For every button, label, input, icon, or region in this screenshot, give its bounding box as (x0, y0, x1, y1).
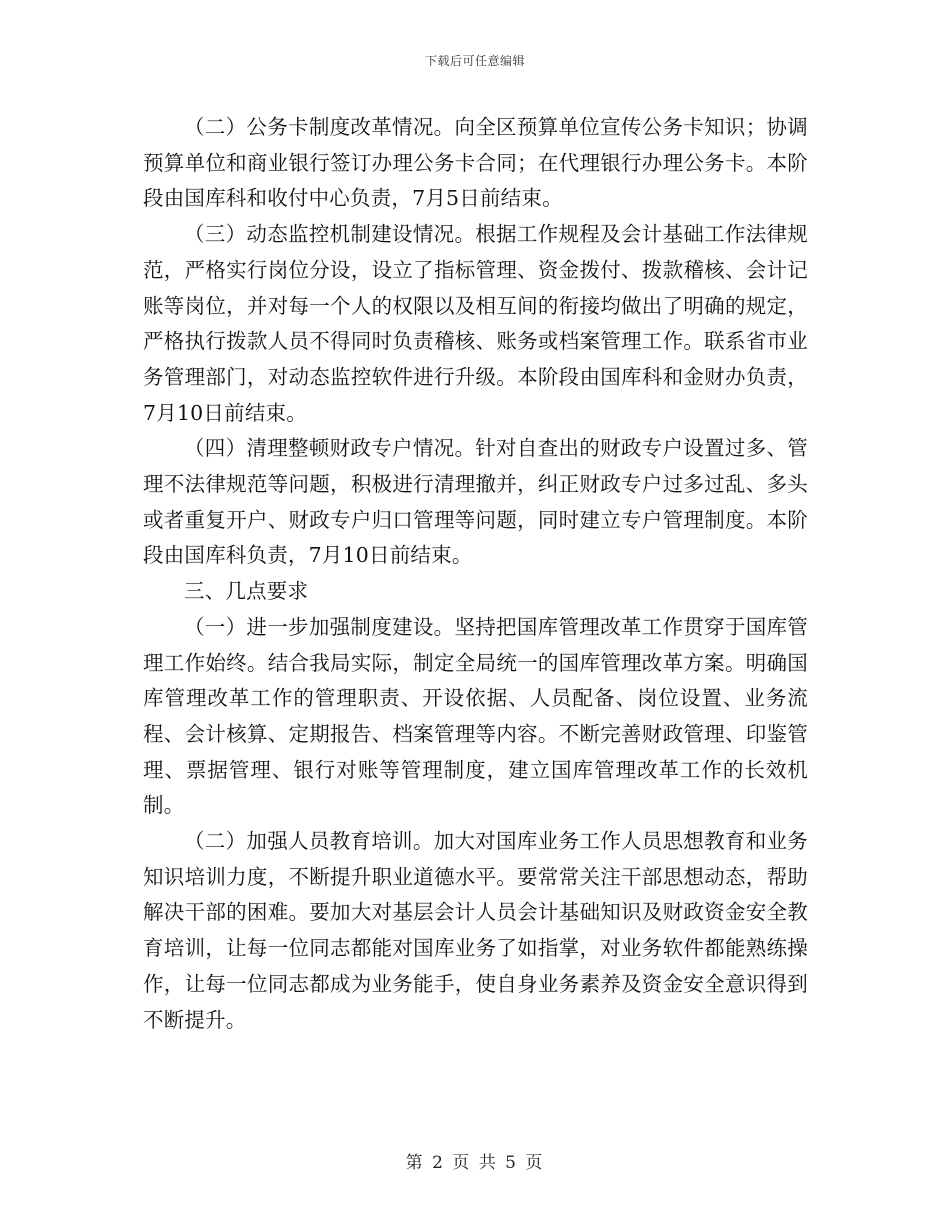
paragraph-staff-training: （二）加强人员教育培训。加大对国库业务工作人员思想教育和业务知识培训力度，不断提升职业道德水平。要常常关注干部思想动态，帮助解决干部的困难。要加大对基层会计人员会计基础知识及财政资金安全教育培训，让每一位同志都能对国库业务了如指掌，对业务软件都能熟练操作，让每一位同志都成为业务能手，使自身业务素养及资金安全意识得到不断提升。 (143, 829, 808, 1032)
paragraph-special-accounts: （四）清理整顿财政专户情况。针对自查出的财政专户设置过多、管理不法律规范等问题，积极进行清理撤并，纠正财政专户过多过乱、多头或者重复开户、财政专户归口管理等问题，同时建立专户管理制度。本阶段由国库科负责，7月10日前结束。 (143, 436, 808, 568)
paragraph-public-card-reform: （二）公务卡制度改革情况。向全区预算单位宣传公务卡知识；协调预算单位和商业银行签订办理公务卡合同；在代理银行办理公务卡。本阶段由国库科和收付中心负责，7月5日前结束。 (143, 115, 808, 211)
section-heading-requirements: 三、几点要求 (184, 579, 309, 604)
page-number: 第 2 页 共 5 页 (405, 1153, 545, 1173)
paragraph-dynamic-monitoring: （三）动态监控机制建设情况。根据工作规程及会计基础工作法律规范，严格实行岗位分设，设立了指标管理、资金拨付、拨款稽核、会计记账等岗位，并对每一个人的权限以及相互间的衔接均做出了明确的规定，严格执行拨款人员不得同时负责稽核、账务或档案管理工作。联系省市业务管理部门，对动态监控软件进行升级。本阶段由国库科和金财办负责，7月10日前结束。 (143, 222, 808, 425)
paragraph-system-building: （一）进一步加强制度建设。坚持把国库管理改革工作贯穿于国库管理工作始终。结合我局实际，制定全局统一的国库管理改革方案。明确国库管理改革工作的管理职责、开设依据、人员配备、岗位设置、业务流程、会计核算、定期报告、档案管理等内容。不断完善财政管理、印鉴管理、票据管理、银行对账等管理制度，建立国库管理改革工作的长效机制。 (143, 614, 808, 818)
page-header: 下载后可任意编辑 (424, 54, 525, 68)
document-body (143, 110, 808, 1038)
